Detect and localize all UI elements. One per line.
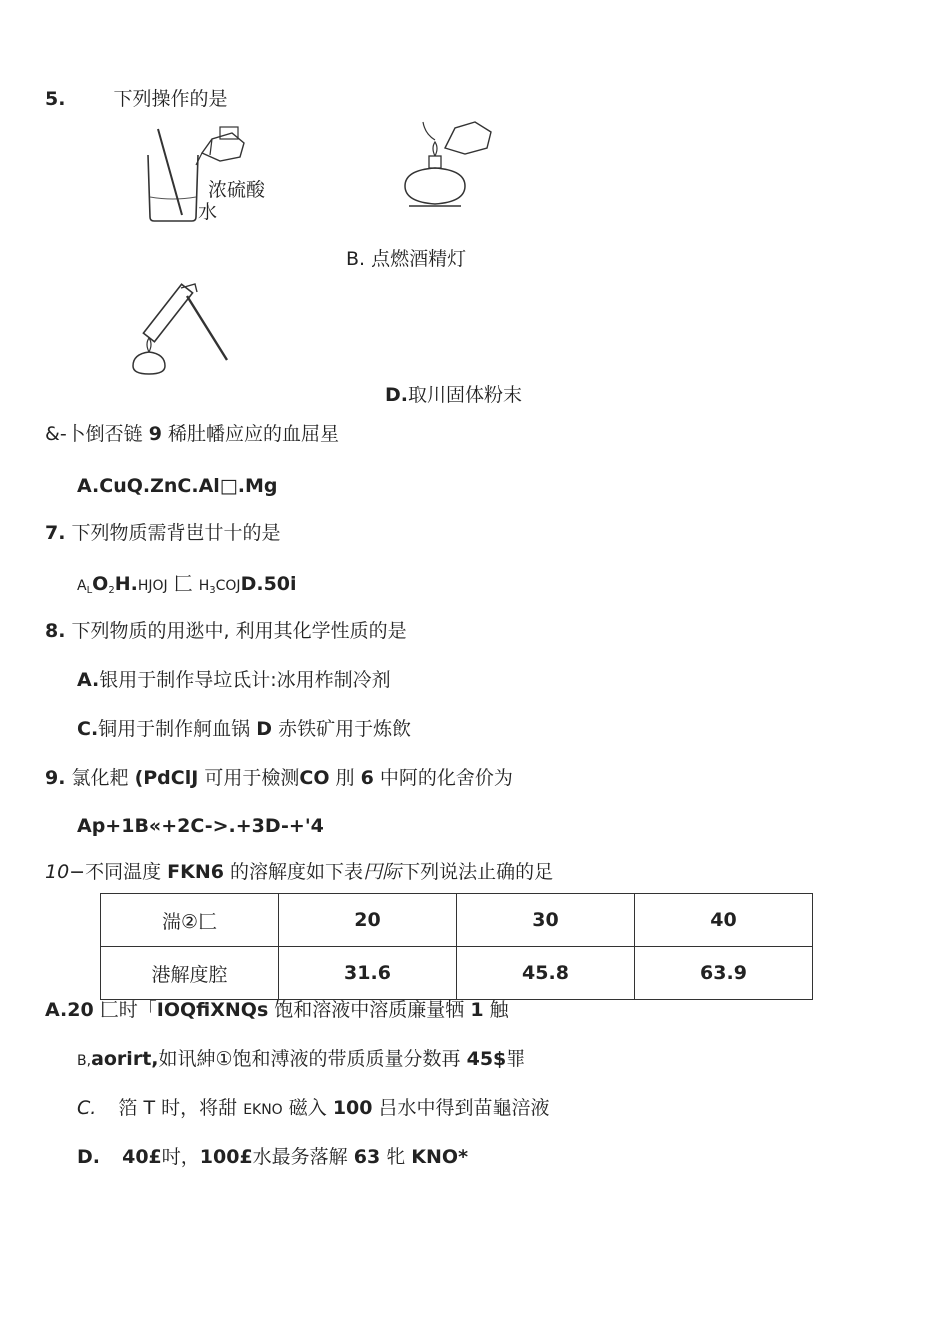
q5-number: 5. [45, 88, 66, 110]
q9-text4: 中阿的化舍价为 [379, 767, 513, 789]
q10-opt-a-end: 触 [489, 999, 509, 1021]
q10-number: 10− [45, 861, 86, 883]
q5-caption-b: B. 点燃酒精灯 [346, 248, 467, 270]
q10-opt-d-text1: 吋， [161, 1146, 200, 1168]
q10-opt-c-text4: 吕水中得到苗龜涪液 [378, 1097, 550, 1119]
q9-number: 9. [45, 767, 66, 789]
q10-opt-d-text2: 水最务落解 [252, 1146, 348, 1168]
fig-a-label-acid: 浓硫酸 [208, 179, 266, 201]
q6-options: A.CuQ.ZnC.Al□.Mg [77, 475, 278, 497]
q7-opt-h: H. [114, 573, 138, 595]
q8-text: 下列物质的用逖中, 利用其化学性质的是 [71, 620, 407, 642]
q10-opt-b-num: 45$ [466, 1048, 507, 1070]
q10-option-b [77, 1047, 525, 1073]
q8-opt-a-text: 银用于制作导垃氐计:冰用柞制冷剂 [99, 669, 391, 691]
q10-opt-b-end: 罪 [506, 1048, 526, 1070]
q10-option-a [45, 998, 509, 1022]
table-cell: 31.6 [279, 947, 457, 1000]
q10-opt-a-mid: 匚时「 [99, 999, 157, 1021]
q10-opt-d-text3: 牝 [386, 1146, 406, 1168]
q10-stem [45, 860, 553, 884]
q9-six: 6 [360, 767, 374, 789]
q9-text3: 刖 [335, 767, 355, 789]
table-row-label: 港解度腔 [101, 947, 279, 1000]
q10-opt-c-num: 100 [332, 1097, 373, 1119]
q9-text1: 氯化耙 [71, 767, 129, 789]
table-row [101, 947, 813, 1000]
q10-opt-c-text3: 磁入 [288, 1097, 327, 1119]
q5-caption-d [385, 380, 522, 407]
table-header-label: 湍②匚 [101, 894, 279, 947]
q9-formula: (PdClJ [134, 767, 199, 789]
q10-opt-c-t: T [143, 1097, 156, 1119]
q10-opt-a-text: 饱和溶液中溶质廉量牺 [274, 999, 465, 1021]
q10-it-text: 円际 [363, 861, 402, 883]
q6-text: &-卜倒否链 [45, 423, 143, 445]
table-row [101, 894, 813, 947]
q7-opt-hjoj: HJOJ [137, 578, 168, 594]
q8-option-a [77, 668, 391, 692]
q10-opt-c-label: C. [77, 1097, 97, 1119]
q8-option-cd [77, 717, 411, 741]
q10-opt-b-bold: aorirt, [91, 1048, 159, 1070]
q7-opt-d: D.50i [240, 573, 297, 595]
table-header-cell: 30 [457, 894, 635, 947]
q10-text1: 不同温度 [85, 861, 162, 883]
q10-opt-c-text2: 时，将甜 [161, 1097, 238, 1119]
q7-opt-h3-sub: 3 [209, 585, 216, 596]
q7-opt-o: O [92, 573, 109, 595]
q10-opt-b-pre: B, [77, 1053, 92, 1069]
q7-opt-a-sub: L [86, 585, 93, 596]
q8-opt-c-label: C. [77, 718, 99, 740]
fig-a-label-water: 水 [198, 201, 218, 223]
q10-opt-c-kno: EKNO [243, 1102, 283, 1118]
q9-text2: 可用于檢测 [204, 767, 300, 789]
q8-stem [45, 619, 407, 643]
table-header-cell: 40 [635, 894, 813, 947]
q5-text: 下列操作的是 [113, 88, 228, 110]
q10-text3: 下列说法止确的足 [401, 861, 554, 883]
q9-co: CO [299, 767, 330, 789]
q5-stem [45, 87, 228, 111]
figure-dilute-acid [140, 125, 266, 225]
q6-text2: 稀肚幡应应的血屈星 [168, 423, 340, 445]
table-cell: 45.8 [457, 947, 635, 1000]
q8-opt-c-text: 铜用于制作舸血锅 [98, 718, 251, 740]
q7-opt-coj: COJ [215, 578, 241, 594]
q10-opt-b-text: 如讯紳①饱和溥液的带质质量分数再 [158, 1048, 461, 1070]
q9-stem [45, 766, 513, 790]
table-header-cell: 20 [279, 894, 457, 947]
q10-opt-d-end: KNO* [411, 1146, 469, 1168]
q10-option-c [77, 1096, 550, 1122]
q7-text: 下列物质需背岜廿十的是 [71, 522, 281, 544]
q8-opt-a-label: A. [77, 669, 100, 691]
q10-text2: 的溶解度如下表 [230, 861, 364, 883]
q6-number: 9 [148, 423, 162, 445]
q10-opt-d-label: D. [77, 1146, 100, 1168]
q8-opt-d-label: D [256, 718, 273, 740]
q5-caption-d-label: D. [385, 384, 408, 406]
table-cell: 63.9 [635, 947, 813, 1000]
figure-test-tube-heating [125, 278, 235, 378]
q8-number: 8. [45, 620, 66, 642]
q7-opt-o-sub: 2 [108, 585, 115, 596]
q7-number: 7. [45, 522, 66, 544]
q10-opt-c-text1: 箔 [118, 1097, 138, 1119]
q10-opt-d-temp: 40£ [122, 1146, 162, 1168]
q10-option-d [77, 1145, 468, 1169]
q7-stem [45, 521, 281, 545]
q8-opt-d-text: 赤铁矿用于炼飲 [278, 718, 412, 740]
q10-opt-d-num: 63 [353, 1146, 381, 1168]
q10-fkn: FKN6 [167, 861, 224, 883]
q5-caption-d-text: 取川固体粉末 [408, 384, 523, 406]
q7-opt-a: A [77, 578, 87, 594]
q10-opt-a-num: 1 [470, 999, 484, 1021]
figure-alcohol-lamp [395, 118, 500, 218]
q10-opt-d-water: 100£ [199, 1146, 253, 1168]
q9-options: Ap+1B«+2C->.+3D-+'4 [77, 815, 324, 837]
q10-opt-a-pre: A.20 [45, 999, 94, 1021]
q10-opt-a-bold: IOQfiXNQs [156, 999, 269, 1021]
solubility-table [100, 893, 813, 1000]
q7-options [77, 572, 297, 603]
q7-opt-c: 匚 [173, 573, 193, 595]
q6-stem [45, 422, 339, 446]
q7-opt-h3: H [198, 578, 210, 594]
